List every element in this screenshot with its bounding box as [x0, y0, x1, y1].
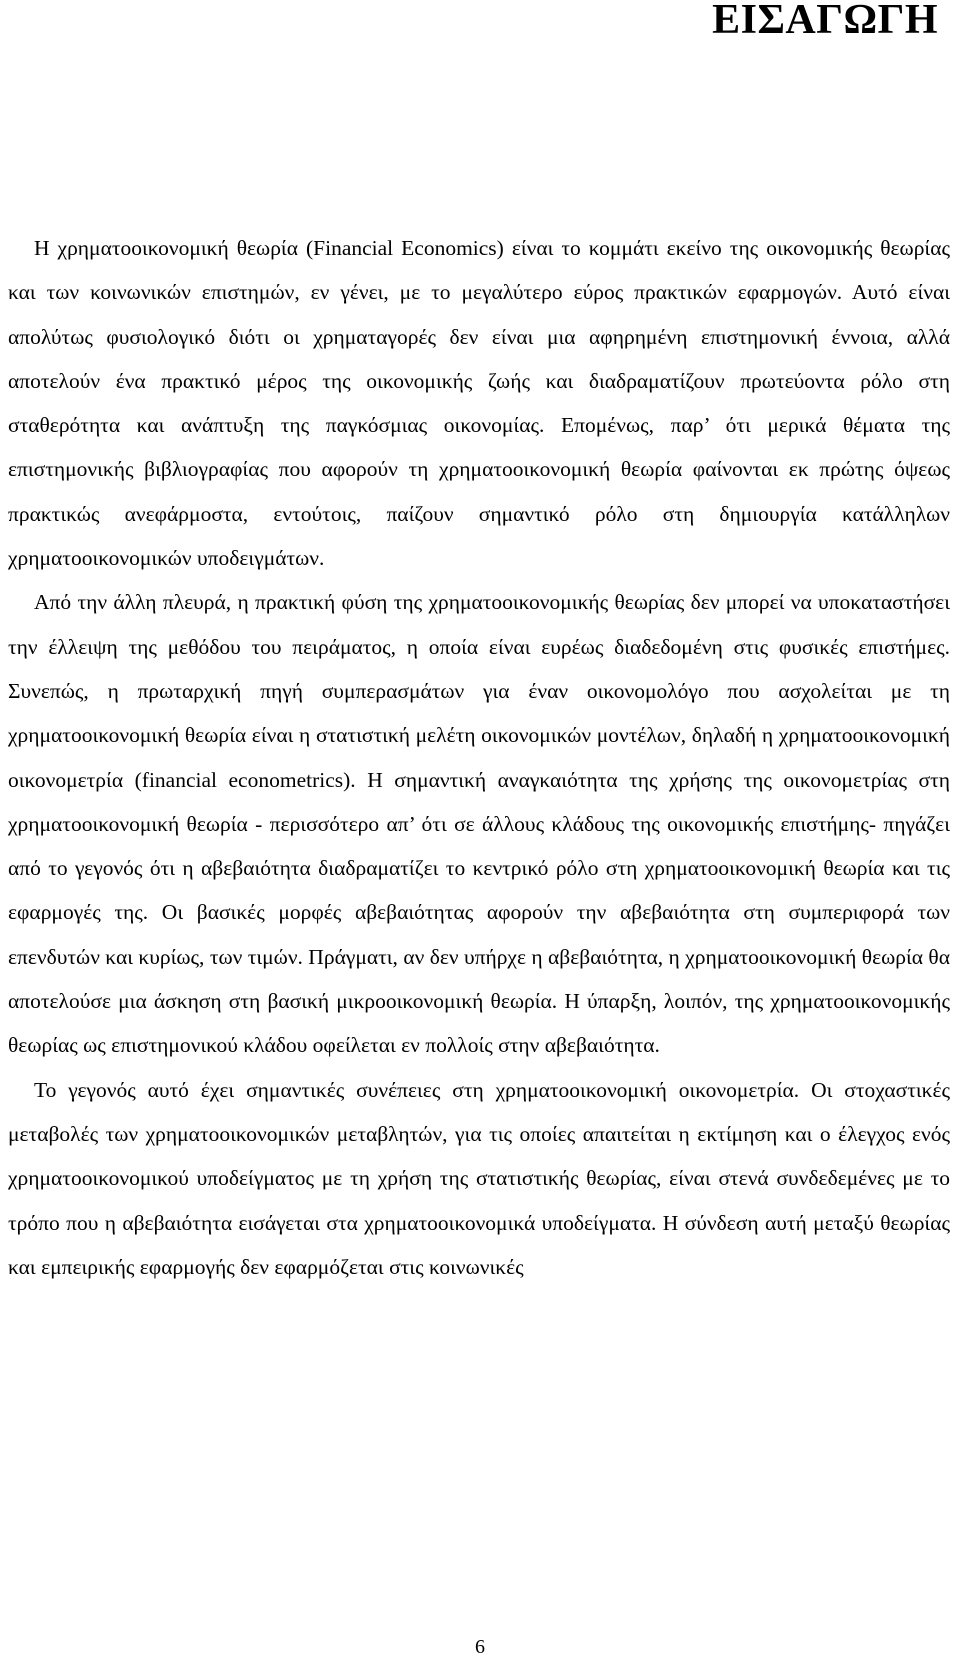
paragraph-3: Το γεγονός αυτό έχει σημαντικές συνέπειες στη χρηματοοικονομική οικονομετρία. Οι στοχαστικές μεταβολές των χρηματοοικονομικών μεταβλητών, για τις οποίες απαιτείται η εκτίμηση και ο έλεγχος ενός χρηματοοικονομικού υποδείγματος με τη χρήση της στατιστικής θεωρίας, είναι στενά συνδεδεμένες με το τρόπο που η αβεβαιότητα εισάγεται στα χρηματοοικονομικά υποδείγματα. Η σύνδεση αυτή μεταξύ θεωρίας και εμπειρικής εφαρμογής δεν εφαρμόζεται στις κοινωνικές [8, 1077, 950, 1279]
paragraph-2: Από την άλλη πλευρά, η πρακτική φύση της χρηματοοικονομικής θεωρίας δεν μπορεί να υποκαταστήσει την έλλειψη της μεθόδου του πειράματος, η οποία είναι ευρέως διαδεδομένη στις φυσικές επιστήμες. Συνεπώς, η πρωταρχική πηγή συμπερασμάτων για έναν οικονομολόγο που ασχολείται με τη χρηματοοικονομική θεωρία είναι η στατιστική μελέτη οικονομικών μοντέλων, δηλαδή η χρηματοοικονομική οικονομετρία (financial econometrics). Η σημαντική αναγκαιότητα της χρήσης της οικονομετρίας στη χρηματοοικονομική θεωρία - περισσότερο απ’ ότι σε άλλους κλάδους της οικονομικής επιστήμης- πηγάζει από το γεγονός ότι η αβεβαιότητα διαδραματίζει το κεντρικό ρόλο στη χρηματοοικονομική θεωρία και τις εφαρμογές της. Οι βασικές μορφές αβεβαιότητας αφορούν την αβεβαιότητα στη συμπεριφορά των επενδυτών και κυρίως, των τιμών. Πράγματι, αν δεν υπήρχε η αβεβαιότητα, η χρηματοοικονομική θεωρία θα αποτελούσε μια άσκηση στη βασική μικροοικονομική θεωρία. Η ύπαρξη, λοιπόν, της χρηματοοικονομικής θεωρίας ως επιστημονικού κλάδου οφείλεται εν πολλοίς στην αβεβαιότητα. [8, 590, 950, 1058]
paragraph-1: Η χρηματοοικονομική θεωρία (Financial Economics) είναι το κομμάτι εκείνο της οικονομικής θεωρίας και των κοινωνικών επιστημών, εν γένει, με το μεγαλύτερο εύρος πρακτικών εφαρμογών. Αυτό είναι απολύτως φυσιολογικό διότι οι χρηματαγορές δεν είναι μια αφηρημένη επιστημονική έννοια, αλλά αποτελούν ένα πρακτικό μέρος της οικονομικής ζωής και διαδραματίζουν πρωτεύοντα ρόλο στη σταθερότητα και ανάπτυξη της παγκόσμιας οικονομίας. Επομένως, παρ’ ότι μερικά θέματα της επιστημονικής βιβλιογραφίας που αφορούν τη χρηματοοικονομική θεωρία φαίνονται εκ πρώτης όψεως πρακτικώς ανεφάρμοστα, εντούτοις, παίζουν σημαντικό ρόλο στη δημιουργία κατάλληλων χρηματοοικονομικών υποδειγμάτων. [8, 236, 950, 571]
page-heading: ΕΙΣΑΓΩΓΗ [712, 0, 938, 43]
page-number: 6 [475, 1636, 485, 1658]
body-text [8, 226, 950, 1289]
